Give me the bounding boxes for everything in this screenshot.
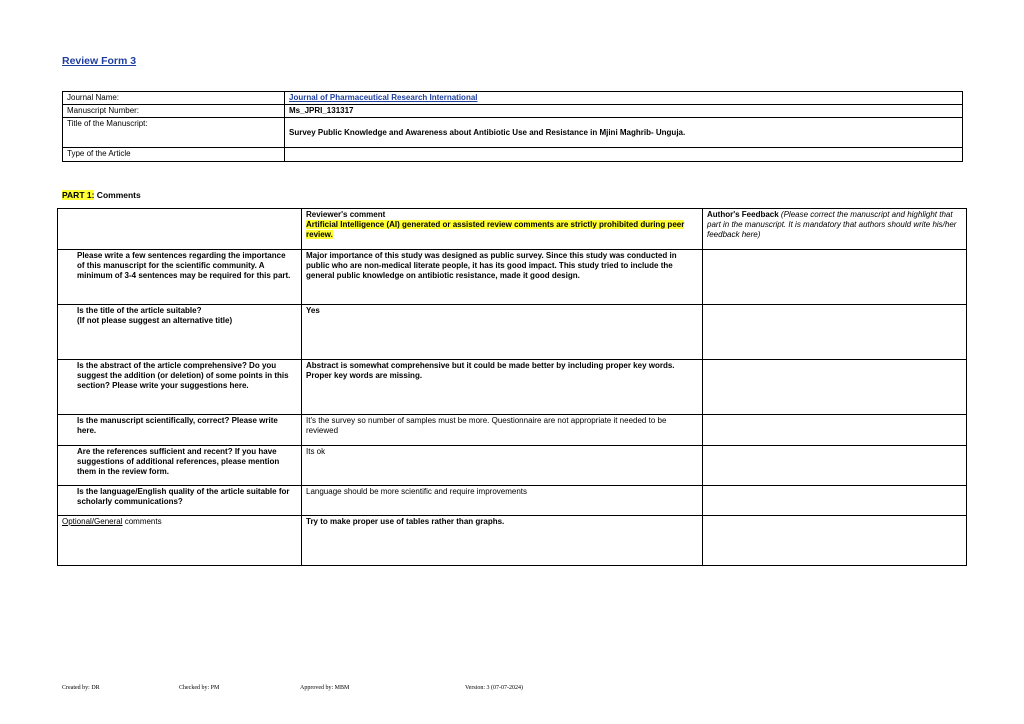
comment-cell: Its ok — [302, 446, 703, 486]
journal-link[interactable]: Journal of Pharmaceutical Research International — [289, 93, 478, 102]
comment-cell: Abstract is somewhat comprehensive but it could be made better by including proper key words. Proper key words are missing. — [302, 360, 703, 415]
footer-checked-by: Checked by: PM — [179, 685, 220, 691]
question-cell: Is the language/English quality of the article suitable for scholarly communications? — [58, 486, 302, 516]
journal-value-cell — [285, 92, 963, 105]
table-row — [58, 486, 967, 516]
table-row — [58, 305, 967, 360]
table-row — [58, 250, 967, 305]
table-row — [58, 415, 967, 446]
author-header-note: (Please correct the manuscript and highlight that part in the manuscript. It is mandatory that authors should write his/her feedback here) — [707, 210, 957, 239]
title-label: Title of the Manuscript: — [63, 118, 285, 148]
feedback-cell[interactable] — [703, 446, 967, 486]
journal-row — [63, 92, 963, 105]
reviewer-header: Reviewer's comment — [306, 210, 386, 219]
type-row — [63, 148, 963, 162]
feedback-cell[interactable] — [703, 305, 967, 360]
type-value — [285, 148, 963, 162]
feedback-cell[interactable] — [703, 415, 967, 446]
empty-header-cell — [58, 209, 302, 250]
part1-suffix: Comments — [94, 190, 141, 200]
optional-label-cell — [58, 516, 302, 566]
comment-cell: Yes — [302, 305, 703, 360]
form-title: Review Form 3 — [62, 55, 137, 67]
author-header: Author's Feedback — [707, 210, 779, 219]
journal-label: Journal Name: — [63, 92, 285, 105]
footer-version: Version: 3 (07-07-2024) — [465, 685, 523, 691]
question-cell: Please write a few sentences regarding the importance of this manuscript for the scientific community. A minimum of 3-4 sentences may be required for this part. — [58, 250, 302, 305]
footer-created-by: Created by: DR — [62, 685, 100, 691]
question-cell: Is the title of the article suitable? (If not please suggest an alternative title) — [58, 305, 302, 360]
comments-header-row — [58, 209, 967, 250]
optional-comments-row — [58, 516, 967, 566]
question-cell: Are the references sufficient and recent? If you have suggestions of additional references, please mention them in the review form. — [58, 446, 302, 486]
type-label: Type of the Article — [63, 148, 285, 162]
feedback-cell[interactable] — [703, 486, 967, 516]
title-value: Survey Public Knowledge and Awareness about Antibiotic Use and Resistance in Mjini Maghrib- Unguja. — [285, 118, 963, 148]
optional-feedback-cell[interactable] — [703, 516, 967, 566]
comments-table — [57, 208, 967, 566]
manuscript-number-row — [63, 105, 963, 118]
optional-label: Optional/General — [62, 517, 123, 526]
manuscript-number-label: Manuscript Number: — [63, 105, 285, 118]
comment-cell: It's the survey so number of samples must be more. Questionnaire are not appropriate it needed to be reviewed — [302, 415, 703, 446]
table-row — [58, 446, 967, 486]
optional-comment-cell: Try to make proper use of tables rather than graphs. — [302, 516, 703, 566]
author-header-cell — [703, 209, 967, 250]
ai-notice: Artificial Intelligence (AI) generated or assisted review comments are strictly prohibited during peer review. — [306, 220, 685, 239]
manuscript-info-table — [62, 91, 963, 162]
feedback-cell[interactable] — [703, 250, 967, 305]
comment-cell: Language should be more scientific and require improvements — [302, 486, 703, 516]
feedback-cell[interactable] — [703, 360, 967, 415]
part1-prefix: PART 1: — [62, 190, 95, 200]
table-row — [58, 360, 967, 415]
title-row — [63, 118, 963, 148]
footer-approved-by: Approved by: MBM — [300, 685, 350, 691]
question-cell: Is the manuscript scientifically, correct? Please write here. — [58, 415, 302, 446]
optional-label-suffix: comments — [122, 517, 162, 526]
question-cell: Is the abstract of the article comprehensive? Do you suggest the addition (or deletion) of some points in this section? Please write your suggestions here. — [58, 360, 302, 415]
part1-heading — [62, 190, 141, 200]
reviewer-header-cell — [302, 209, 703, 250]
comment-cell: Major importance of this study was designed as public survey. Since this study was conducted in public who are non-medical literate people, it has its good impact. This study tried to include the general public knowledge on antibiotic resistance, made it good design. — [302, 250, 703, 305]
manuscript-number-value: Ms_JPRI_131317 — [285, 105, 963, 118]
